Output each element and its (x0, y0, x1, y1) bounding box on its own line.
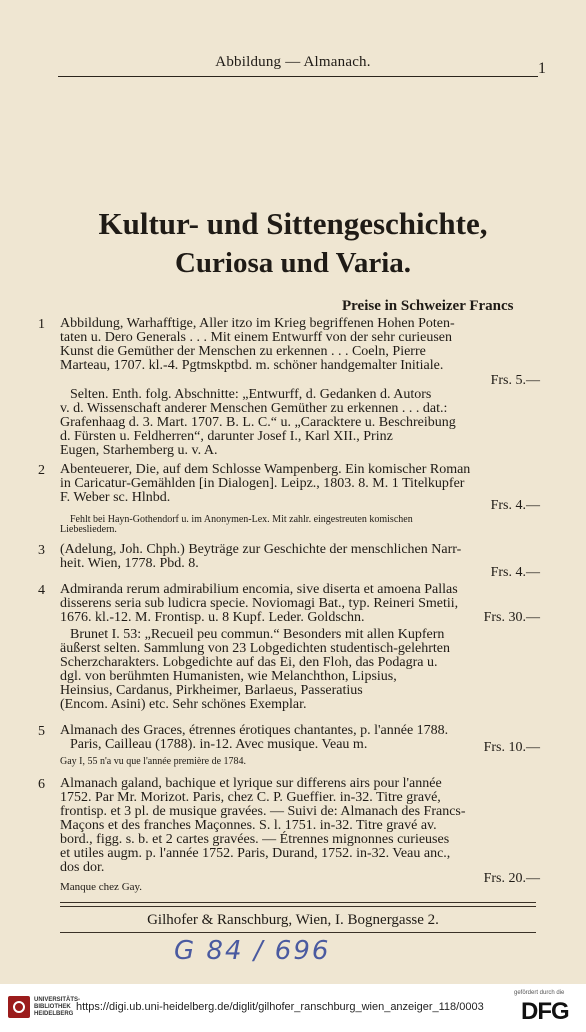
entry-number: 5 (38, 724, 45, 739)
running-header: Abbildung — Almanach. (215, 54, 371, 70)
entry-price: Frs. 10.— (483, 740, 540, 755)
entry-line: (Adelung, Joh. Chph.) Beyträge zur Geschichte der menschlichen Narr- (60, 542, 462, 557)
entry-line: Abbildung, Warhafftige, Aller itzo im Krieg begriffenen Hohen Poten- (60, 316, 455, 331)
entry-line: Kunst die Gemüther der Menschen zu erkennen . . . Coeln, Pierre (60, 344, 426, 359)
entry-line: Marteau, 1707. kl.-4. Pgtmskptbd. m. schöner handgemalter Initiale. (60, 358, 444, 373)
entry-number: 3 (38, 543, 45, 558)
library-name-line: HEIDELBERG (34, 1011, 74, 1017)
footer-rule (60, 932, 536, 933)
entry-line: Maçons et des franches Maçonnes. S. l. 1751. in-32. Titre gravé av. (60, 818, 437, 833)
entry-line: in Caricatur-Gemählden [in Dialogen]. Leipz., 1803. 8. M. 1 Titelkupfer (60, 476, 465, 491)
library-name-line: UNIVERSITÄTS- (34, 997, 81, 1003)
shelfmark-stamp: G 84 / 696 (174, 936, 331, 966)
library-name (34, 997, 80, 1018)
entry-description-line: v. d. Wissenschaft anderer Menschen Gemüther zu erkennen . . . dat.: (60, 401, 448, 416)
entry-price: Frs. 4.— (490, 565, 540, 580)
permalink-url[interactable]: https://digi.ub.uni-heidelberg.de/diglit/gilhofer_ranschburg_wien_anzeiger_118/0003 (76, 1001, 484, 1013)
entry-line: Almanach des Graces, étrennes érotiques chantantes, p. l'année 1788. (60, 723, 449, 738)
entry-line: dos dor. (60, 860, 105, 875)
entry-note-line: Gay I, 55 n'a vu que l'année première de 1784. (60, 756, 247, 767)
prices-heading: Preise in Schweizer Francs (342, 298, 514, 314)
entry-line: disserens seria sub ludicra specie. Noviomagi Bat., typ. Reineri Smetii, (60, 596, 459, 611)
entry-line: F. Weber sc. Hlnbd. (60, 490, 171, 505)
section-title-line-2: Curiosa und Varia. (174, 247, 412, 279)
entry-price: Frs. 30.— (483, 610, 540, 625)
entry-description-line: Scherzcharakters. Lobgedichte auf das Ei, den Floh, das Podagra u. (60, 655, 438, 670)
entry-number: 4 (38, 583, 45, 598)
entry-line: heit. Wien, 1778. Pbd. 8. (60, 556, 199, 571)
section-title-line-1: Kultur- und Sittengeschichte, (98, 206, 488, 241)
entry-price: Frs. 4.— (490, 498, 540, 513)
entry-line: frontisp. et 3 pl. de musique gravées. — Suivi de: Almanach des Francs- (60, 804, 466, 819)
entry-note-line: Manque chez Gay. (60, 881, 143, 893)
entry-number: 6 (38, 777, 45, 792)
entry-description-line: äußerst selten. Sammlung von 23 Lobgedichten studentisch-gelehrten (60, 641, 450, 656)
entry-line: bord., figg. s. b. et 2 cartes gravées. — Étrennes mignonnes curieuses (60, 832, 450, 847)
funded-by-label: gefördert durch die (514, 990, 565, 996)
entry-note-line: Fehlt bei Hayn-Gothendorf u. im Anonymen-Lex. Mit zahlr. eingestreuten komischen (70, 514, 413, 525)
viewer-bottom-bar (0, 984, 586, 1032)
entry-price: Frs. 20.— (483, 871, 540, 886)
entry-line: Abenteuerer, Die, auf dem Schlosse Wampenberg. Ein komischer Roman (60, 462, 471, 477)
entry-line: 1752. Par Mr. Morizot. Paris, chez C. P. Gueffier. in-32. Titre gravé, (60, 790, 441, 805)
entry-line: taten u. Dero Generals . . . Mit einem Entwurff von der sehr curieusen (60, 330, 453, 345)
university-library-logo-icon[interactable] (8, 996, 30, 1018)
header-rule (58, 76, 538, 77)
page-number: 1 (538, 60, 546, 77)
entry-line: 1676. kl.-12. M. Frontisp. u. 8 Kupf. Leder. Goldschn. (60, 610, 365, 625)
entry-description-line: dgl. von berühmten Humanisten, wie Melanchthon, Lipsius, (60, 669, 397, 684)
library-name-line: BIBLIOTHEK (34, 1004, 71, 1010)
entry-line: et utiles augm. p. l'année 1752. Paris, Durand, 1752. in-32. Veau anc., (60, 846, 451, 861)
entry-line: Admiranda rerum admirabilium encomia, sive diserta et amoena Pallas (60, 582, 458, 597)
entry-description-line: (Encom. Asini) etc. Sehr schönes Exemplar. (60, 697, 307, 712)
footer-rule (60, 902, 536, 903)
entry-number: 2 (38, 463, 45, 478)
entry-description-line: Eugen, Starhemberg u. v. A. (60, 443, 218, 458)
entry-number: 1 (38, 317, 45, 332)
entry-line: Paris, Cailleau (1788). in-12. Avec musique. Veau m. (70, 737, 368, 752)
dfg-logo[interactable]: DFG (521, 998, 569, 1025)
footer-rule (60, 906, 536, 907)
entry-description-line: d. Fürsten u. Feldherren“, darunter Josef I., Karl XII., Prinz (60, 429, 393, 444)
entry-price: Frs. 5.— (490, 373, 540, 388)
entry-description-line: Grafenhaag d. 3. Mart. 1707. B. L. C.“ u. „Caracktere u. Beschreibung (60, 415, 456, 430)
entry-description-line: Selten. Enth. folg. Abschnitte: „Entwurff, d. Gedanken d. Autors (70, 387, 432, 402)
entry-description-line: Heinsius, Cardanus, Pirkheimer, Barlaeus, Passeratius (60, 683, 363, 698)
publisher-line: Gilhofer & Ranschburg, Wien, I. Bognergasse 2. (147, 912, 439, 928)
entry-line: Almanach galand, bachique et lyrique sur differens airs pour l'année (60, 776, 442, 791)
entry-note-line: Liebesliedern. (60, 524, 117, 535)
entry-description-line: Brunet I. 53: „Recueil peu commun.“ Besonders mit allen Kupfern (70, 627, 445, 642)
